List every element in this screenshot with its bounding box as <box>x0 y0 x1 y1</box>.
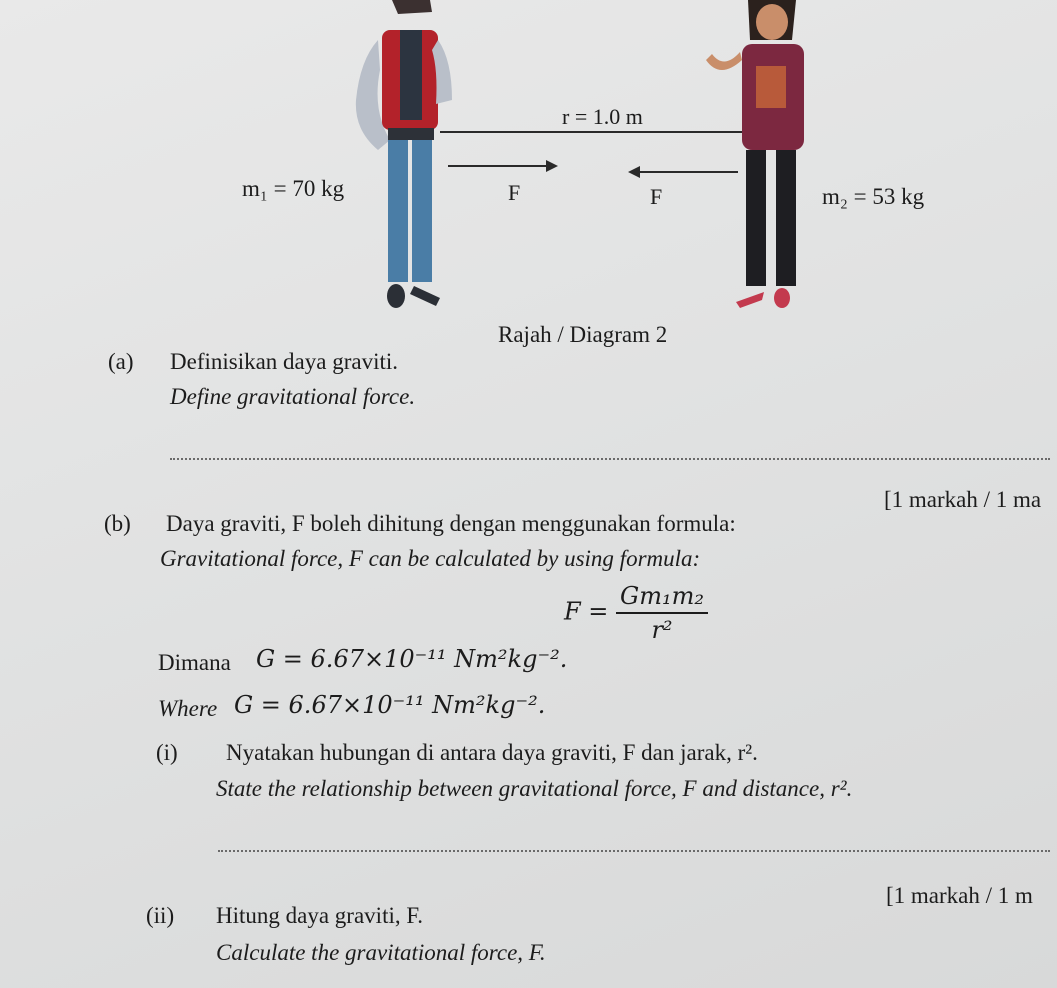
constant-g-malay: G = 6.67×10⁻¹¹ Nm²kg⁻². <box>256 645 568 673</box>
diagram-caption-text: Rajah / Diagram 2 <box>498 322 668 347</box>
sub-ii-question-malay: Hitung daya graviti, F. <box>216 903 424 928</box>
where-english-prefix: Where <box>158 696 218 721</box>
formula-numerator: Gm₁m₂ <box>616 582 708 614</box>
boy-figure <box>356 0 452 308</box>
mass-2-label: m₂ = 53 kg <box>822 184 925 209</box>
constant-g-english: G = 6.67×10⁻¹¹ Nm²kg⁻². <box>234 691 546 719</box>
force-arrow-left <box>628 166 738 178</box>
force-label-left: F <box>508 180 521 205</box>
part-a-marks: [1 markah / 1 ma <box>884 487 1042 512</box>
formula-denominator: r² <box>651 616 673 644</box>
part-a-question-english: Define gravitational force. <box>170 384 416 409</box>
part-a-answer-line <box>170 458 1050 460</box>
mass-1-label: m₁ = 70 kg <box>242 176 345 201</box>
force-label-right: F <box>650 184 663 209</box>
sub-ii-marker: (ii) <box>146 903 175 928</box>
girl-figure <box>706 0 804 308</box>
formula-fraction <box>616 582 708 644</box>
part-b-question-english: Gravitational force, F can be calculated by using formula: <box>160 546 701 571</box>
sub-ii-question-english: Calculate the gravitational force, F. <box>216 940 546 965</box>
part-b-marker: (b) <box>104 511 131 536</box>
where-malay-prefix: Dimana <box>158 650 231 675</box>
part-a-question-malay: Definisikan daya graviti. <box>170 349 399 374</box>
sub-i-marks: [1 markah / 1 m <box>886 883 1033 908</box>
sub-i-question-english: State the relationship between gravitational force, F and distance, r². <box>216 776 853 801</box>
sub-i-marker: (i) <box>156 740 178 765</box>
diagram-2 <box>0 0 1057 330</box>
sub-i-answer-line <box>218 850 1050 852</box>
formula-lhs: F = <box>564 597 609 626</box>
gravity-formula <box>564 582 708 644</box>
sub-i-question-malay: Nyatakan hubungan di antara daya graviti, F dan jarak, r². <box>226 740 758 765</box>
force-arrow-right <box>448 160 558 172</box>
part-b-question-malay: Daya graviti, F boleh dihitung dengan menggunakan formula: <box>166 511 736 536</box>
part-a-marker: (a) <box>108 349 134 374</box>
distance-label: r = 1.0 m <box>562 104 643 129</box>
